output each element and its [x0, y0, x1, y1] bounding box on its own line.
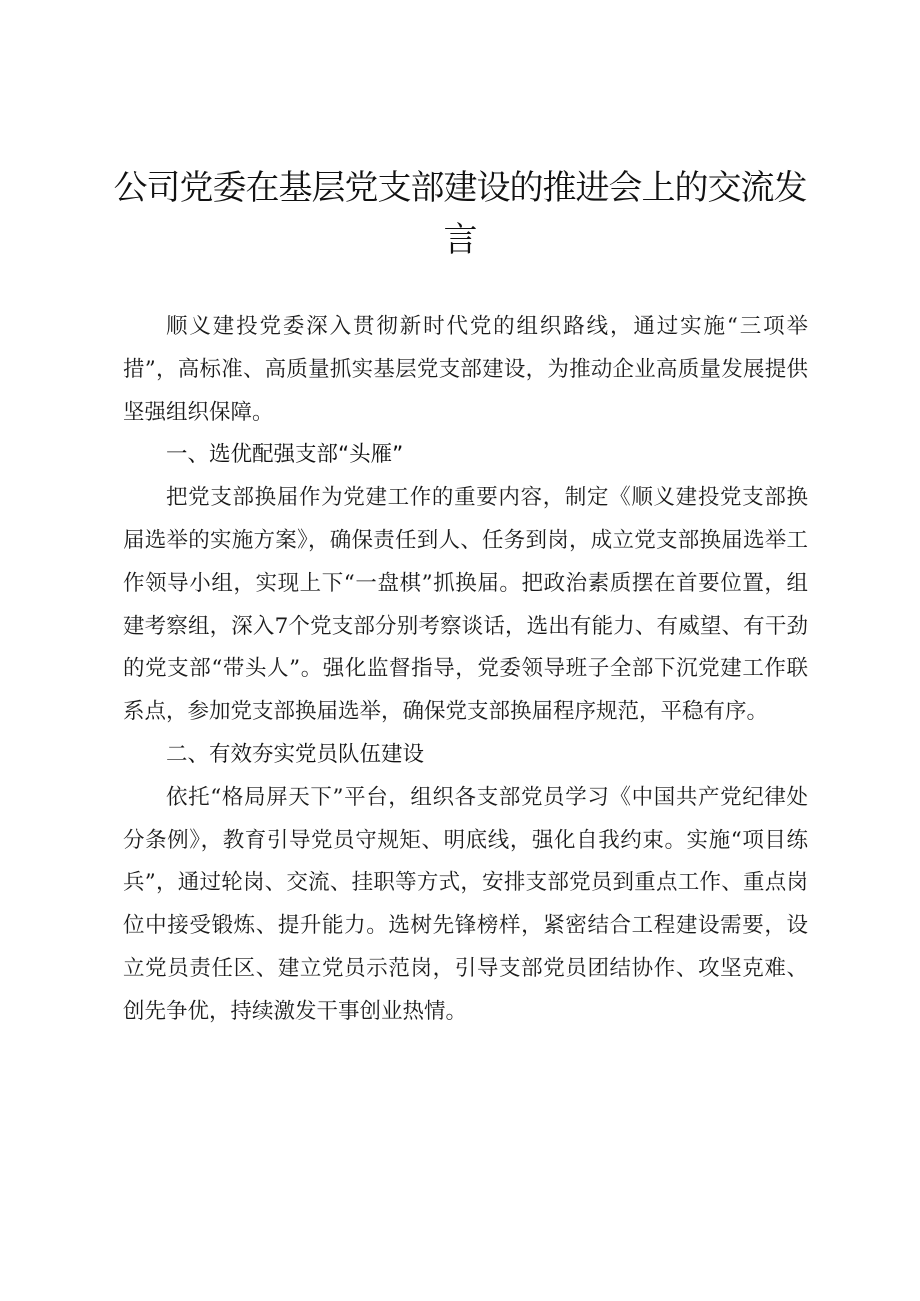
section-heading-2: 二、有效夯实党员队伍建设	[166, 741, 425, 767]
section-paragraph-2: 依托“格局屏天下”平台，组织各支部党员学习《中国共产党纪律处分条例》，教育引导党员守规矩、明底线，强化自我约束。实施“项目练兵”，通过轮岗、交流、挂职等方式，安排支部党员到重点工作、重点岗位中接受锻炼、提升能力。选树先锋榜样，紧密结合工程建设需要，设立党员责任区、建立党员示范岗，引导支部党员团结协作、攻坚克难、创先争优，持续激发干事创业热情。	[123, 784, 808, 1024]
document-title: 公司党委在基层党支部建设的推进会上的交流发言	[113, 168, 807, 260]
intro-paragraph: 顺义建投党委深入贯彻新时代党的组织路线，通过实施“三项举措”，高标准、高质量抓实基层党支部建设，为推动企业高质量发展提供坚强组织保障。	[123, 314, 808, 425]
document-body	[123, 306, 808, 1034]
section-heading-1: 一、选优配强支部“头雁”	[166, 442, 404, 468]
section-paragraph-1: 把党支部换届作为党建工作的重要内容，制定《顺义建投党支部换届选举的实施方案》，确保责任到人、任务到岗，成立党支部换届选举工作领导小组，实现上下“一盘棋”抓换届。把政治素质摆在首要位置，组建考察组，深入7个党支部分别考察谈话，选出有能力、有威望、有干劲的党支部“带头人”。强化监督指导，党委领导班子全部下沉党建工作联系点，参加党支部换届选举，确保党支部换届程序规范，平稳有序。	[123, 485, 808, 725]
